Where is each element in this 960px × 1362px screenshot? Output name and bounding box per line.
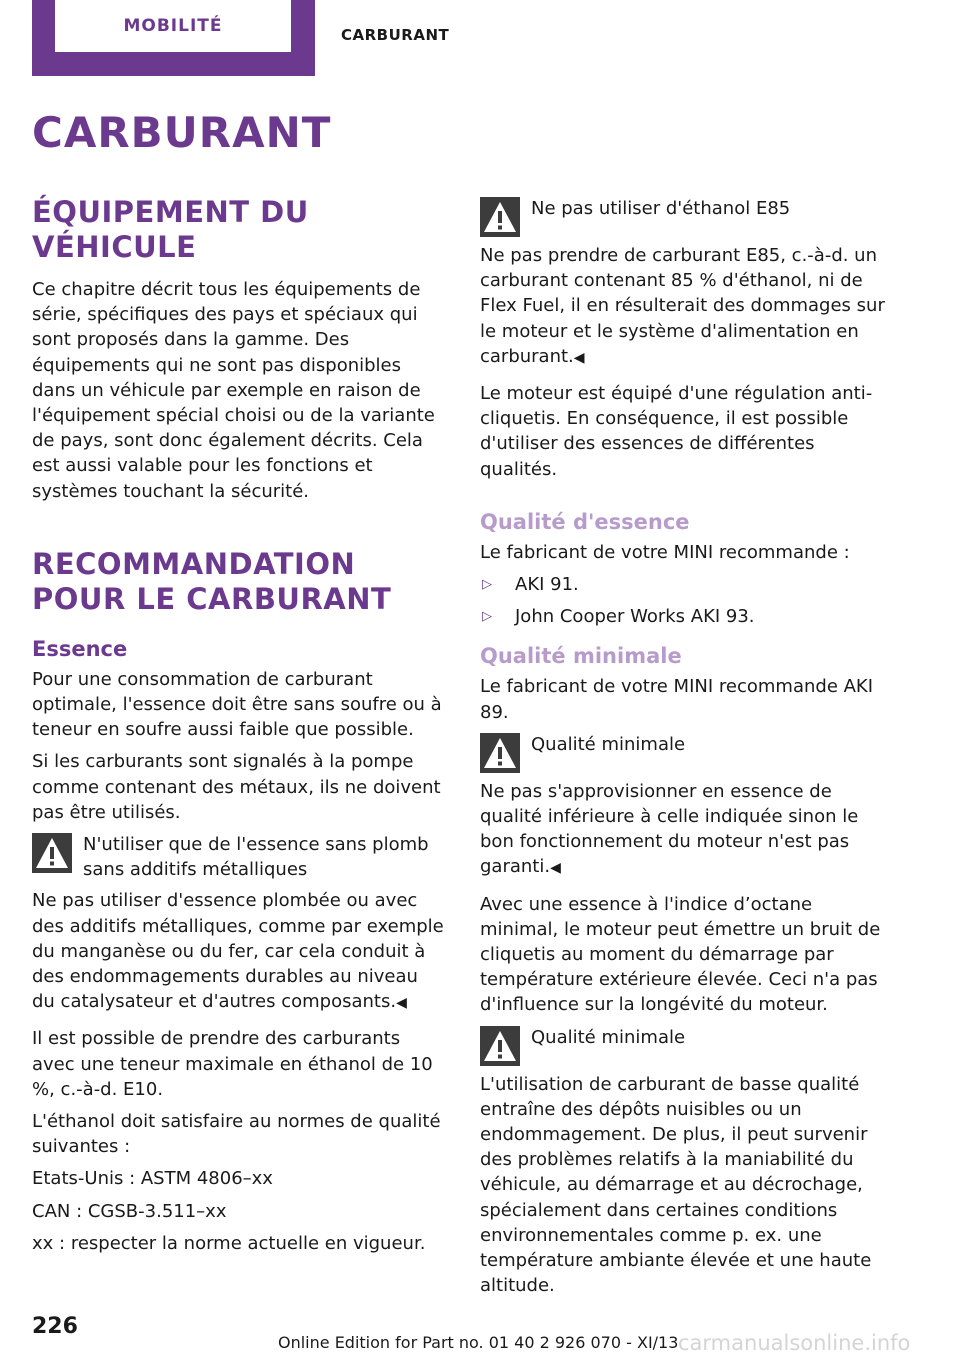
warning-title: Qualité minimale bbox=[531, 1026, 686, 1048]
watermark: carmanualsonline.info bbox=[678, 1331, 911, 1355]
warning-title: N'utiliser que de l'essence sans plomb sans additifs métalliques bbox=[83, 834, 429, 881]
quality-list bbox=[480, 572, 896, 629]
warning-triangle-icon bbox=[480, 1026, 520, 1066]
chapter-label: MOBILITÉ bbox=[123, 16, 223, 36]
right-column bbox=[480, 196, 896, 1309]
octane-text: Avec une essence à l'indice d’octane minimal, le moteur peut émettre un bruit de cliquetis au moment du démarrage par température extérieure élevée. Ceci n'a pas d'influence sur la longévité du moteur. bbox=[480, 893, 881, 1016]
warning-body: L'utilisation de carburant de basse qualité entraîne des dépôts nuisibles ou un endommagement. De plus, il peut survenir des problèmes relatifs à la maniabilité du véhicule, au démarrage et au décrochage, spécialement dans certaines conditions environnementales comme p. ex. une température ambiante élevée et une haute altitude. bbox=[480, 1073, 872, 1297]
section-label: CARBURANT bbox=[341, 26, 450, 44]
end-mark: ◀ bbox=[550, 860, 561, 877]
warning-e85 bbox=[480, 196, 896, 371]
minimum-quality-text: Le fabricant de votre MINI recommande AKI 89. bbox=[480, 676, 874, 723]
ethanol-paragraph-2: L'éthanol doit satisfaire au normes de qualité suivantes : bbox=[32, 1111, 441, 1158]
page-title: CARBURANT bbox=[32, 108, 332, 157]
list-item: ▷ John Cooper Works AKI 93. bbox=[480, 604, 896, 629]
header-tab bbox=[32, 0, 315, 76]
engine-text: Le moteur est équipé d'une régulation anti-cliquetis. En conséquence, il est possible d'utiliser des essences de différentes qualités. bbox=[480, 383, 873, 480]
warning-body: Ne pas utiliser d'essence plombée ou avec des additifs métalliques, comme par exemple du manganèse ou du fer, car cela conduit à des endommagements durables au niveau du catalysateur et d'autres composants. bbox=[32, 890, 444, 1013]
equipment-text: Ce chapitre décrit tous les équipements de série, spécifiques des pays et spéciaux qui sont proposés dans la gamme. Des équipements qui ne sont pas disponibles dans un véhicule par exemple en raison de l'équipement spécial choisi ou de la variante de pays, sont donc également décrits. Cela est aussi valable pour les fonctions et systèmes touchant la sécurité. bbox=[32, 279, 435, 502]
bullet-triangle-icon: ▷ bbox=[482, 609, 492, 625]
norm-us: Etats-Unis : ASTM 4806–xx bbox=[32, 1168, 273, 1190]
header-tab-inner bbox=[55, 0, 291, 52]
list-item: ▷ AKI 91. bbox=[480, 572, 896, 597]
ethanol-paragraph-1: Il est possible de prendre des carburants avec une teneur maximale en éthanol de 10 %, c.-à-d. E10. bbox=[32, 1028, 433, 1100]
bullet-triangle-icon: ▷ bbox=[482, 577, 492, 593]
warning-triangle-icon bbox=[480, 733, 520, 773]
end-mark: ◀ bbox=[396, 995, 407, 1012]
essence-heading: Essence bbox=[32, 636, 128, 661]
page-number: 226 bbox=[32, 1314, 78, 1339]
left-column bbox=[32, 195, 446, 1263]
essence-paragraph-2: Si les carburants sont signalés à la pompe comme contenant des métaux, ils ne doivent pas être utilisés. bbox=[32, 751, 441, 823]
warning-unleaded bbox=[32, 832, 446, 1016]
edition-note: Online Edition for Part no. 01 40 2 926 070 - XI/13 bbox=[278, 1333, 679, 1352]
warning-low-quality bbox=[480, 1025, 896, 1299]
end-mark: ◀ bbox=[573, 349, 585, 366]
warning-triangle-icon bbox=[32, 833, 72, 873]
minimum-quality-heading: Qualité minimale bbox=[480, 644, 682, 669]
quality-heading: Qualité d'essence bbox=[480, 509, 690, 534]
warning-title: Qualité minimale bbox=[531, 733, 686, 755]
equipment-heading: ÉQUIPEMENT DU VÉHICULE bbox=[32, 195, 309, 264]
warning-title: Ne pas utiliser d'éthanol E85 bbox=[531, 198, 791, 219]
norm-can: CAN : CGSB-3.511–xx bbox=[32, 1200, 227, 1222]
essence-paragraph-1: Pour une consommation de carburant optimale, l'essence doit être sans soufre ou à teneur en soufre aussi faible que possible. bbox=[32, 668, 442, 741]
warning-body: Ne pas prendre de carburant E85, c.-à-d. un carburant contenant 85 % d'éthanol, ni de Flex Fuel, il en résulterait des dommages sur le moteur et le système d'alimentation en carburant. bbox=[480, 245, 885, 367]
warning-minimum-quality bbox=[480, 732, 896, 882]
warning-body: Ne pas s'approvisionner en essence de qualité inférieure à celle indiquée sinon le bon fonctionnement du moteur n'est pas garanti. bbox=[480, 780, 859, 878]
quality-text: Le fabricant de votre MINI recommande : bbox=[480, 541, 850, 563]
warning-triangle-icon bbox=[480, 197, 520, 237]
recommendation-heading: RECOMMANDATION POUR LE CARBURANT bbox=[32, 546, 392, 616]
norm-note: xx : respecter la norme actuelle en vigueur. bbox=[32, 1232, 426, 1254]
